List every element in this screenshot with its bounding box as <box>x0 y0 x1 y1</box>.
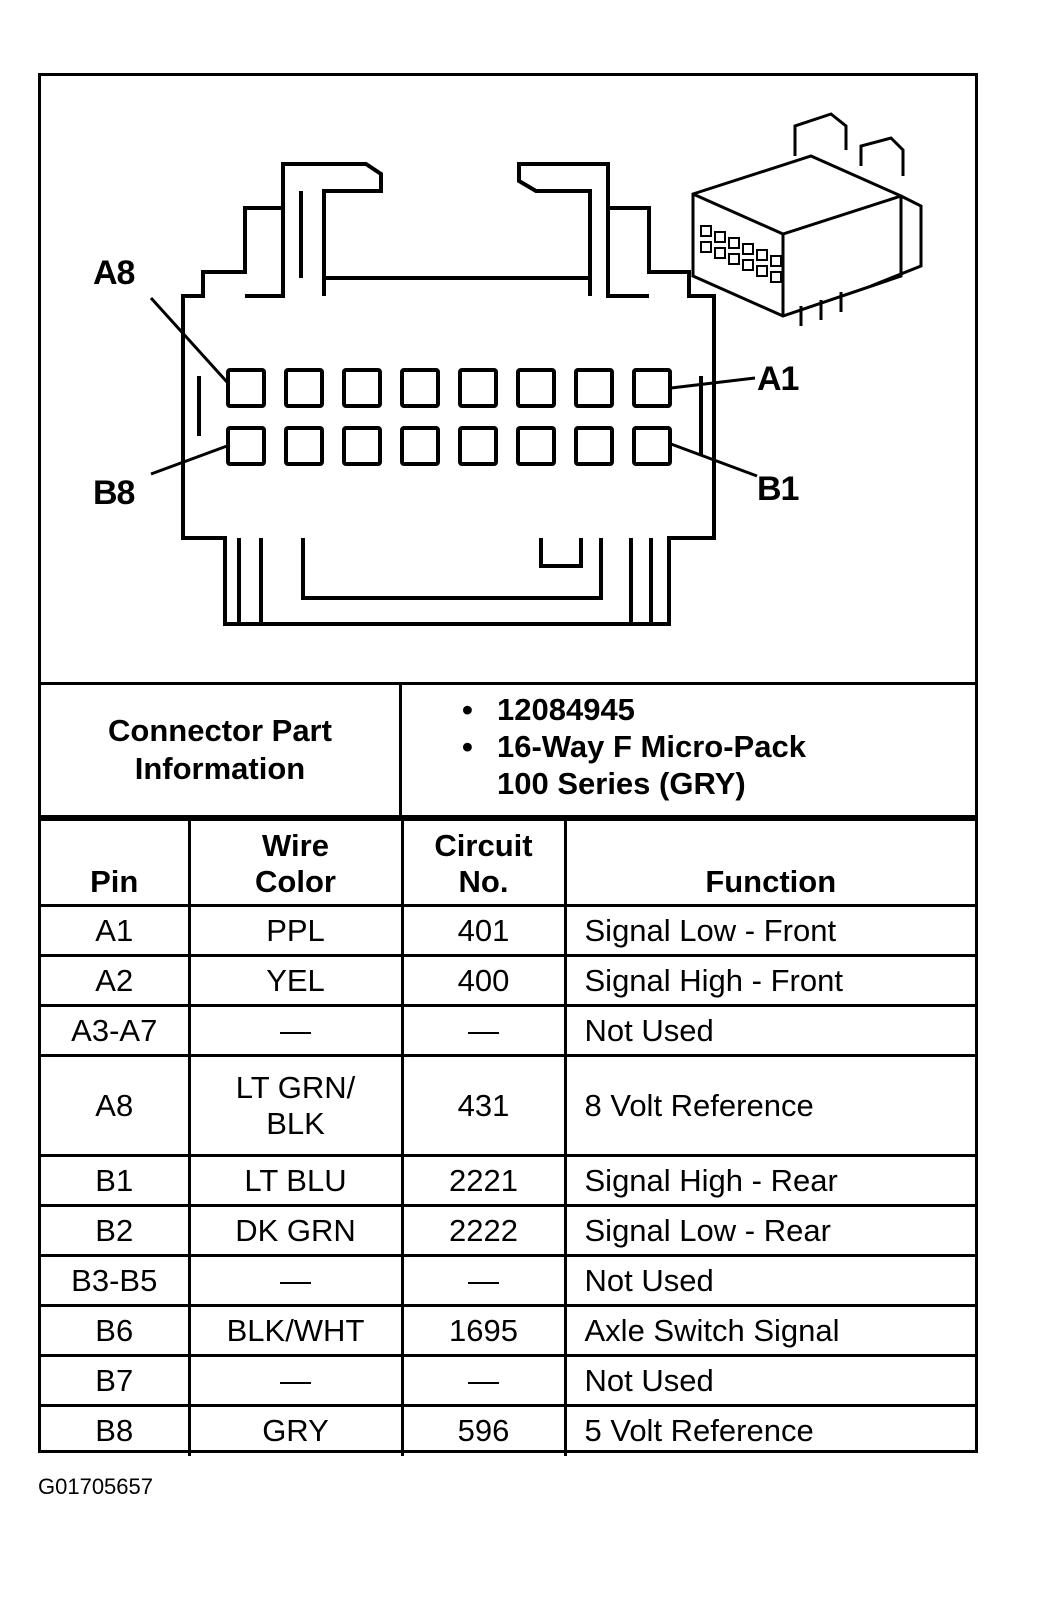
table-row <box>41 1006 975 1056</box>
pin-cell: B6 <box>41 1306 189 1356</box>
pin-cavities-row-b <box>228 428 670 464</box>
wire-color-cell: — <box>189 1256 402 1306</box>
connector-perspective-icon <box>693 114 921 326</box>
header-function: Function <box>565 820 975 906</box>
connector-frame <box>38 73 978 1453</box>
pin-cell: A2 <box>41 956 189 1006</box>
circuit-cell: 2221 <box>402 1156 565 1206</box>
bullet-icon: • <box>462 692 473 727</box>
connector-part-info-list <box>402 685 975 815</box>
function-cell: Signal Low - Rear <box>565 1206 975 1256</box>
function-cell: Not Used <box>565 1256 975 1306</box>
pin-leader-lines <box>151 298 757 476</box>
function-cell: Signal High - Rear <box>565 1156 975 1206</box>
wire-color-cell: DK GRN <box>189 1206 402 1256</box>
pin-label-b8: B8 <box>93 474 135 512</box>
wire-color-cell: LT BLU <box>189 1156 402 1206</box>
wire-color-cell: — <box>189 1006 402 1056</box>
function-cell: Signal High - Front <box>565 956 975 1006</box>
pin-label-a1: A1 <box>757 360 799 398</box>
header-wire-color: Wire Color <box>189 820 402 906</box>
circuit-cell: 400 <box>402 956 565 1006</box>
table-row <box>41 1256 975 1306</box>
pin-cell: A3-A7 <box>41 1006 189 1056</box>
circuit-cell: — <box>402 1356 565 1406</box>
function-cell: 5 Volt Reference <box>565 1406 975 1456</box>
circuit-cell: 401 <box>402 906 565 956</box>
pin-label-b1: B1 <box>757 470 799 508</box>
pin-table <box>41 818 975 1456</box>
pin-table-header-row <box>41 820 975 906</box>
info-item-part-number <box>402 691 975 728</box>
wire-color-cell <box>189 1056 402 1156</box>
table-row <box>41 1056 975 1156</box>
connector-diagram <box>41 76 975 682</box>
pin-cell: B7 <box>41 1356 189 1406</box>
function-cell: Not Used <box>565 1006 975 1056</box>
wire-color-line-1: LT GRN/ <box>235 1069 356 1105</box>
wire-color-line-2: BLK <box>266 1105 325 1141</box>
circuit-cell: — <box>402 1006 565 1056</box>
function-cell: Not Used <box>565 1356 975 1406</box>
pin-cell: B1 <box>41 1156 189 1206</box>
circuit-cell: — <box>402 1256 565 1306</box>
function-cell: Axle Switch Signal <box>565 1306 975 1356</box>
table-row <box>41 1306 975 1356</box>
circuit-cell: 2222 <box>402 1206 565 1256</box>
pin-label-a8: A8 <box>93 254 135 292</box>
info-title-line-1: Connector Part <box>108 713 332 748</box>
connector-type-line-2: 100 Series (GRY) <box>497 766 746 801</box>
wire-color-cell: GRY <box>189 1406 402 1456</box>
table-row <box>41 1206 975 1256</box>
pin-cell: B3-B5 <box>41 1256 189 1306</box>
table-row <box>41 956 975 1006</box>
pin-cavities-row-a <box>228 370 670 406</box>
wire-color-cell: YEL <box>189 956 402 1006</box>
connector-part-info-row <box>41 682 975 818</box>
header-pin: Pin <box>41 820 189 906</box>
connector-face-drawing <box>41 76 975 682</box>
wire-color-cell: PPL <box>189 906 402 956</box>
pin-cell: A8 <box>41 1056 189 1156</box>
pin-cell: B2 <box>41 1206 189 1256</box>
bullet-icon: • <box>462 729 473 764</box>
circuit-cell: 431 <box>402 1056 565 1156</box>
part-number: 12084945 <box>497 692 635 727</box>
wire-color-cell: BLK/WHT <box>189 1306 402 1356</box>
table-row <box>41 1356 975 1406</box>
info-title-line-2: Information <box>134 751 306 786</box>
function-cell: 8 Volt Reference <box>565 1056 975 1156</box>
info-item-connector-type <box>402 728 975 802</box>
connector-type-line-1: 16-Way F Micro-Pack <box>497 729 806 764</box>
wire-color-cell: — <box>189 1356 402 1406</box>
circuit-cell: 1695 <box>402 1306 565 1356</box>
function-cell: Signal Low - Front <box>565 906 975 956</box>
table-row <box>41 1406 975 1456</box>
pin-cell: B8 <box>41 1406 189 1456</box>
table-row <box>41 906 975 956</box>
header-circuit-no: Circuit No. <box>402 820 565 906</box>
connector-part-info-title <box>41 685 402 815</box>
pin-cell: A1 <box>41 906 189 956</box>
table-row <box>41 1156 975 1206</box>
circuit-cell: 596 <box>402 1406 565 1456</box>
figure-id: G01705657 <box>38 1474 153 1499</box>
